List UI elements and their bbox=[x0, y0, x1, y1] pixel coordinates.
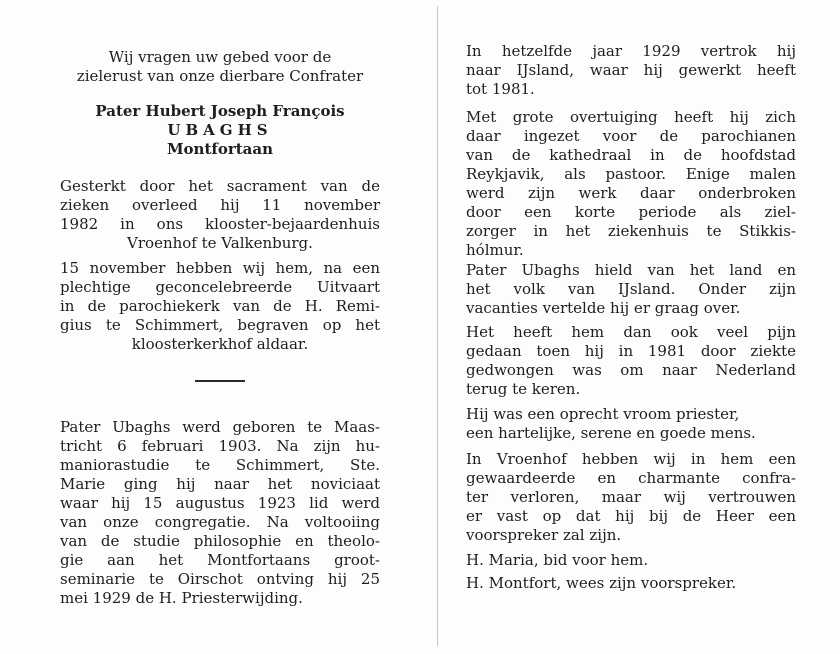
text-line: een hartelijke, serene en goede mens. bbox=[466, 424, 756, 442]
text-line: terug te keren. bbox=[466, 380, 581, 398]
text-line: gedwongen was om naar Nederland bbox=[466, 361, 796, 379]
text-line: gedaan toen hij in 1981 door ziekte bbox=[466, 342, 796, 360]
text-line: Reykjavik, als pastoor. Enige malen bbox=[466, 165, 796, 183]
biography bbox=[60, 418, 380, 608]
text-line: naar IJsland, waar hij gewerkt heeft bbox=[466, 61, 796, 79]
bio-line: gie aan het Montfortaans groot- bbox=[60, 551, 380, 569]
prayer-maria: H. Maria, bid voor hem. bbox=[466, 551, 649, 569]
deceased-surname: UBAGHS bbox=[167, 121, 273, 139]
text-line: voorspreker zal zijn. bbox=[466, 526, 622, 544]
bio-line: van onze congregatie. Na voltooiing bbox=[60, 513, 380, 531]
death-line: zieken overleed hij 11 november bbox=[60, 196, 380, 214]
text-line: hólmur. bbox=[466, 241, 524, 259]
paragraph-vroenhof bbox=[466, 450, 796, 545]
funeral-line: 15 november hebben wij hem, na een bbox=[60, 259, 380, 277]
text-line: zorger in het ziekenhuis te Stikkis- bbox=[466, 222, 796, 240]
text-line: het volk van IJsland. Onder zijn bbox=[466, 280, 796, 298]
bio-line: Pater Ubaghs werd geboren te Maas- bbox=[60, 418, 380, 436]
text-line: Pater Ubaghs hield van het land en bbox=[466, 261, 796, 279]
text-line: er vast op dat hij bij de Heer een bbox=[466, 507, 796, 525]
paragraph-character bbox=[466, 405, 796, 443]
text-line: tot 1981. bbox=[466, 80, 535, 98]
text-line: In hetzelfde jaar 1929 vertrok hij bbox=[466, 42, 796, 60]
text-line: van de kathedraal in de hoofdstad bbox=[466, 146, 796, 164]
death-line: Gesterkt door het sacrament van de bbox=[60, 177, 380, 195]
bio-line: waar hij 15 augustus 1923 lid werd bbox=[60, 494, 380, 512]
bio-line: mei 1929 de H. Priesterwijding. bbox=[60, 589, 303, 607]
funeral-line: in de parochiekerk van de H. Remi- bbox=[60, 297, 380, 315]
paragraph-iceland bbox=[466, 42, 796, 99]
bio-line: maniorastudie te Schimmert, Ste. bbox=[60, 456, 380, 474]
bio-line: seminarie te Oirschot ontving hij 25 bbox=[60, 570, 380, 588]
text-line: Hij was een oprecht vroom priester, bbox=[466, 405, 740, 423]
intro-text bbox=[60, 48, 380, 86]
text-line: ter verloren, maar wij vertrouwen bbox=[466, 488, 796, 506]
intro-line: zielerust van onze dierbare Confrater bbox=[76, 67, 364, 85]
death-line: 1982 in ons klooster-bejaardenhuis bbox=[60, 215, 380, 233]
paragraph-reykjavik bbox=[466, 108, 796, 260]
bio-line: van de studie philosophie en theolo- bbox=[60, 532, 380, 550]
intro-line: Wij vragen uw gebed voor de bbox=[108, 48, 332, 66]
deceased-heading bbox=[60, 102, 380, 159]
text-line: werd zijn werk daar onderbroken bbox=[466, 184, 796, 202]
paragraph-return bbox=[466, 323, 796, 399]
text-line: gewaardeerde en charmante confra- bbox=[466, 469, 796, 487]
bio-line: Marie ging hij naar het noviciaat bbox=[60, 475, 380, 493]
separator-rule-wrap bbox=[60, 380, 380, 382]
religious-order: Montfortaan bbox=[166, 140, 274, 158]
text-line: vacanties vertelde hij er graag over. bbox=[466, 299, 741, 317]
funeral-line: gius te Schimmert, begraven op het bbox=[60, 316, 380, 334]
text-line: daar ingezet voor de parochianen bbox=[466, 127, 796, 145]
text-line: In Vroenhof hebben wij in hem een bbox=[466, 450, 796, 468]
bio-line: tricht 6 februari 1903. Na zijn hu- bbox=[60, 437, 380, 455]
prayers bbox=[466, 551, 796, 593]
deceased-name: Pater Hubert Joseph François bbox=[95, 102, 345, 120]
text-line: door een korte periode als ziel- bbox=[466, 203, 796, 221]
card-fold bbox=[437, 6, 438, 646]
separator-rule bbox=[195, 380, 245, 382]
funeral-notice bbox=[60, 259, 380, 354]
funeral-line: kloosterkerkhof aldaar. bbox=[131, 335, 309, 353]
paragraph-love-iceland bbox=[466, 261, 796, 318]
text-line: Met grote overtuiging heeft hij zich bbox=[466, 108, 796, 126]
text-line: Het heeft hem dan ook veel pijn bbox=[466, 323, 796, 341]
funeral-line: plechtige geconcelebreerde Uitvaart bbox=[60, 278, 380, 296]
death-notice bbox=[60, 177, 380, 253]
death-line: Vroenhof te Valkenburg. bbox=[127, 234, 313, 252]
prayer-montfort: H. Montfort, wees zijn voorspreker. bbox=[466, 574, 737, 592]
